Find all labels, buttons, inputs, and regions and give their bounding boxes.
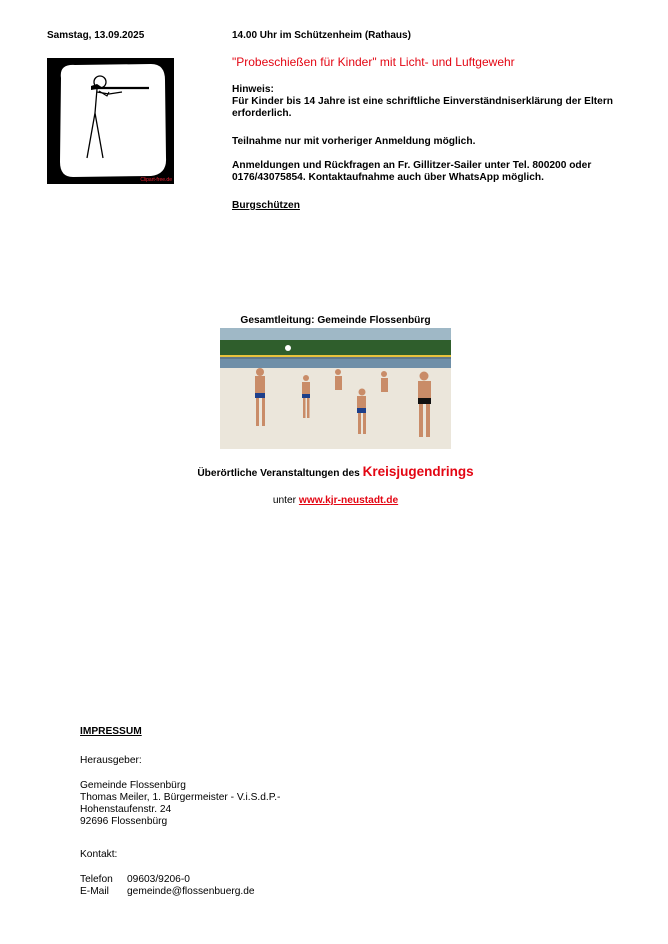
participation-note: Teilnahme nur mit vorheriger Anmeldung möglich. bbox=[232, 136, 476, 147]
publisher-label: Herausgeber: bbox=[80, 755, 142, 766]
impressum-title: IMPRESSUM bbox=[80, 726, 142, 737]
email-row bbox=[80, 886, 255, 898]
organizer-signature: Burgschützen bbox=[232, 200, 300, 211]
regional-text: Überörtliche Veranstaltungen des bbox=[197, 468, 363, 479]
regional-link-line bbox=[0, 495, 668, 506]
hint-title: Hinweis: bbox=[232, 84, 274, 95]
contact-label: Kontakt: bbox=[80, 849, 118, 860]
email-address: gemeinde@flossenbuerg.de bbox=[127, 886, 255, 897]
phone-number: 09603/9206-0 bbox=[127, 874, 190, 885]
kjr-website-link[interactable]: www.kjr-neustadt.de bbox=[298, 495, 399, 506]
overall-leadership: Gesamtleitung: Gemeinde Flossenbürg bbox=[240, 315, 431, 326]
under-text: unter bbox=[272, 495, 299, 506]
phone-row bbox=[80, 874, 255, 886]
email-label: E-Mail bbox=[80, 886, 109, 897]
publisher-address bbox=[80, 780, 280, 828]
registration-info: Anmeldungen und Rückfragen an Fr. Gillitzer-Sailer unter Tel. 800200 oder 0176/43075854. Kontaktaufnahme auch über WhatsApp möglich. bbox=[232, 160, 592, 184]
address-line: Gemeinde Flossenbürg bbox=[80, 780, 186, 791]
event-headline: "Probeschießen für Kinder" mit Licht- und Luftgewehr bbox=[232, 55, 515, 69]
kreisjugendring-label: Kreisjugendrings bbox=[362, 464, 474, 479]
regional-events-line bbox=[0, 464, 668, 479]
address-line: 92696 Flossenbürg bbox=[80, 816, 168, 827]
hint-text: Für Kinder bis 14 Jahre ist eine schriftliche Einverständniserklärung der Eltern erforderlich. bbox=[232, 96, 614, 120]
image-credit: Clipart-free.de bbox=[140, 177, 172, 183]
event-time-place: 14.00 Uhr im Schützenheim (Rathaus) bbox=[232, 30, 411, 41]
contact-details bbox=[80, 874, 255, 898]
beach-volleyball-photo bbox=[220, 328, 451, 449]
address-line: Thomas Meiler, 1. Bürgermeister - V.i.S.d.P.- bbox=[80, 792, 281, 803]
event-date: Samstag, 13.09.2025 bbox=[47, 30, 145, 41]
address-line: Hohenstaufenstr. 24 bbox=[80, 804, 172, 815]
phone-label: Telefon bbox=[80, 874, 113, 885]
rifle-shooter-icon bbox=[47, 58, 174, 184]
